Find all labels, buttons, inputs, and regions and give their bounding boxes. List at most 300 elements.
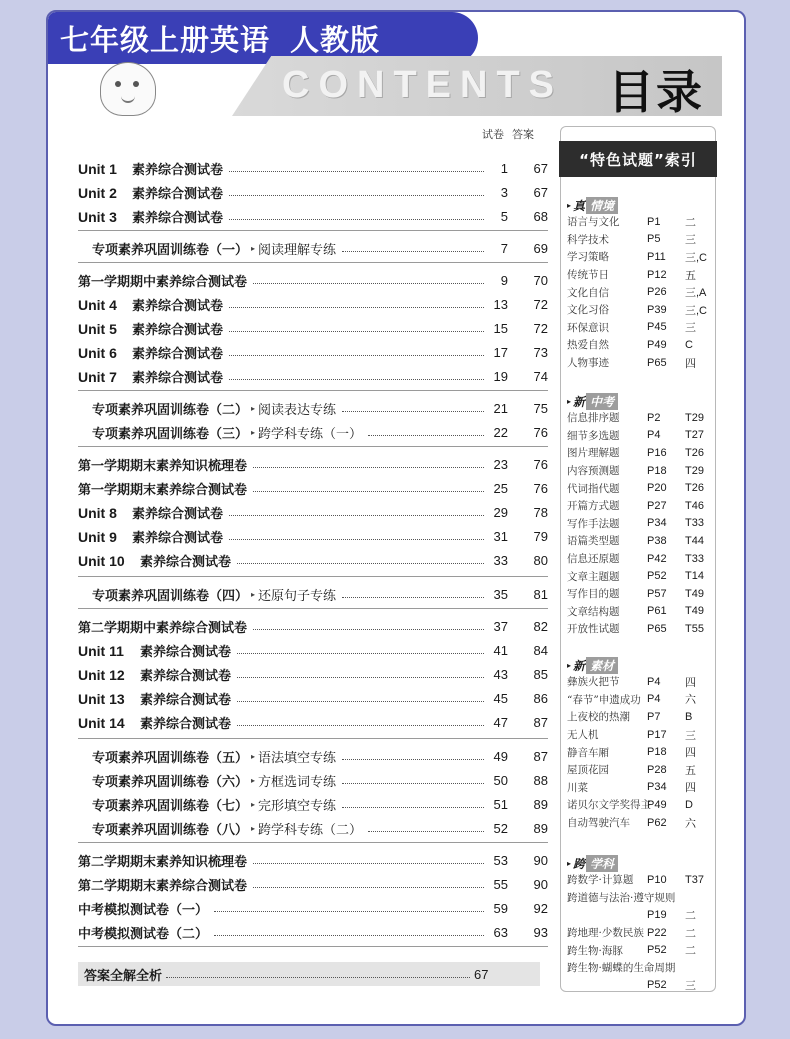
index-item-name: 细节多选题 bbox=[567, 429, 620, 442]
triangle-icon: ▸ bbox=[567, 858, 572, 868]
separator bbox=[78, 738, 548, 739]
triangle-icon: ▸ bbox=[251, 799, 256, 809]
index-item-page: P26 bbox=[647, 286, 667, 299]
toc-subtitle: 阅读理解专练 bbox=[258, 242, 337, 258]
toc-row[interactable] bbox=[78, 502, 548, 522]
leader-dots bbox=[229, 515, 484, 516]
index-item[interactable] bbox=[567, 550, 713, 568]
index-item[interactable] bbox=[567, 409, 713, 427]
index-section bbox=[567, 197, 713, 371]
index-item-page: P61 bbox=[647, 605, 667, 618]
leader-dots bbox=[253, 887, 484, 888]
toc-title-text: 中考模拟测试卷（二） bbox=[78, 926, 209, 942]
triangle-icon: ▸ bbox=[251, 589, 256, 599]
toc-title-text: 第一学期期末素养知识梳理卷 bbox=[78, 458, 248, 474]
index-item[interactable] bbox=[567, 673, 713, 691]
toc-title-text: 素养综合测试卷 bbox=[132, 322, 224, 338]
toc-title bbox=[92, 747, 248, 766]
answer-page: 75 bbox=[533, 400, 548, 416]
toc-title-text: 素养综合测试卷 bbox=[140, 554, 232, 570]
toc-row[interactable] bbox=[78, 874, 548, 894]
toc-row[interactable] bbox=[78, 206, 548, 226]
index-item-name: 静音车厢 bbox=[567, 746, 609, 759]
index-item-name: 跨地理·少数民族 bbox=[567, 927, 644, 940]
paper-page: 21 bbox=[493, 400, 508, 416]
paper-page: 22 bbox=[493, 424, 508, 440]
index-item-ref: T29 bbox=[685, 411, 704, 424]
index-item-ref: D bbox=[685, 798, 693, 811]
index-item[interactable] bbox=[567, 906, 713, 924]
index-item-page: P2 bbox=[647, 411, 661, 424]
leader-dots bbox=[229, 171, 484, 172]
paper-page: 49 bbox=[493, 748, 508, 764]
toc-title-text: 专项素养巩固训练卷（三） bbox=[92, 426, 249, 442]
leader-dots bbox=[342, 411, 484, 412]
paper-page: 25 bbox=[493, 480, 508, 496]
index-item-ref: 三,C bbox=[685, 304, 707, 317]
index-item-ref: T49 bbox=[685, 587, 704, 600]
index-item-ref: T29 bbox=[685, 464, 704, 477]
index-item-page: P65 bbox=[647, 622, 667, 635]
toc-row[interactable] bbox=[78, 158, 548, 178]
toc-title-text: 素养综合测试卷 bbox=[132, 346, 224, 362]
index-item-ref: T26 bbox=[685, 482, 704, 495]
separator bbox=[78, 262, 548, 263]
index-item-page: P38 bbox=[647, 534, 667, 547]
paper-page: 53 bbox=[493, 852, 508, 868]
toc-title-text: 素养综合测试卷 bbox=[132, 298, 224, 314]
index-item-page: P49 bbox=[647, 338, 667, 351]
contents-heading: CONTENTS bbox=[282, 64, 563, 106]
leader-dots bbox=[229, 331, 484, 332]
leader-dots bbox=[342, 251, 484, 252]
toc-title-text: 素养综合测试卷 bbox=[132, 186, 224, 202]
paper-page: 29 bbox=[493, 504, 508, 520]
separator bbox=[78, 390, 548, 391]
leader-dots bbox=[253, 629, 484, 630]
section-first-char: 跨 bbox=[573, 856, 586, 871]
index-item-ref: 三 bbox=[685, 322, 696, 335]
index-item-page: P28 bbox=[647, 763, 667, 776]
index-item-ref: 四 bbox=[685, 357, 696, 370]
toc-row[interactable] bbox=[78, 454, 548, 474]
toc-row[interactable] bbox=[78, 342, 548, 362]
answer-page: 87 bbox=[533, 714, 548, 730]
toc-title-text: 专项素养巩固训练卷（一） bbox=[92, 242, 249, 258]
triangle-icon: ▸ bbox=[251, 775, 256, 785]
index-item-page: P57 bbox=[647, 587, 667, 600]
index-item[interactable] bbox=[567, 336, 713, 354]
index-item[interactable] bbox=[567, 515, 713, 533]
triangle-icon: ▸ bbox=[567, 660, 572, 670]
index-section-title bbox=[567, 657, 713, 673]
toc-title-text: 第二学期期末素养综合测试卷 bbox=[78, 878, 248, 894]
toc-title bbox=[78, 665, 231, 684]
toc-row[interactable] bbox=[78, 664, 548, 684]
index-item-name: 人物事迹 bbox=[567, 357, 609, 370]
answer-page: 90 bbox=[533, 852, 548, 868]
index-item[interactable] bbox=[567, 213, 713, 231]
paper-page: 41 bbox=[493, 642, 508, 658]
index-item-ref: 三 bbox=[685, 234, 696, 247]
answer-key-page: 67 bbox=[474, 966, 489, 982]
toc-row[interactable] bbox=[78, 398, 548, 418]
index-item-page: P4 bbox=[647, 675, 661, 688]
paper-page: 9 bbox=[500, 272, 508, 288]
index-item-name: 环保意识 bbox=[567, 321, 609, 334]
index-item-ref: 三 bbox=[685, 729, 696, 742]
answer-page: 74 bbox=[533, 368, 548, 384]
index-item-ref: T44 bbox=[685, 534, 704, 547]
index-item[interactable] bbox=[567, 814, 713, 832]
index-item-name: 代词指代题 bbox=[567, 482, 620, 495]
index-item-name: 文章主题题 bbox=[567, 570, 620, 583]
toc-row[interactable] bbox=[78, 850, 548, 870]
toc-title-text: 素养综合测试卷 bbox=[132, 506, 224, 522]
toc-row[interactable] bbox=[78, 478, 548, 498]
index-item-page: P10 bbox=[647, 873, 667, 886]
index-item-ref: T33 bbox=[685, 552, 704, 565]
answer-page: 88 bbox=[533, 772, 548, 788]
answer-page: 67 bbox=[533, 184, 548, 200]
index-item[interactable] bbox=[567, 248, 713, 266]
index-item-page: P65 bbox=[647, 356, 667, 369]
triangle-icon: ▸ bbox=[251, 751, 256, 761]
unit-number: Unit 10 bbox=[78, 552, 125, 569]
page-frame bbox=[46, 10, 746, 1026]
index-item[interactable] bbox=[567, 532, 713, 550]
toc-row[interactable] bbox=[78, 712, 548, 732]
unit-number: Unit 6 bbox=[78, 344, 117, 361]
index-item-name: 诺贝尔文学奖得主 bbox=[567, 799, 651, 812]
toc-title-text: 专项素养巩固训练卷（八） bbox=[92, 822, 249, 838]
toc-title bbox=[92, 819, 248, 838]
paper-page: 51 bbox=[493, 796, 508, 812]
index-item-page: P22 bbox=[647, 926, 667, 939]
section-badge: 情境 bbox=[586, 197, 618, 214]
index-section-title bbox=[567, 393, 713, 409]
toc-subtitle: 跨学科专练（一） bbox=[258, 426, 363, 442]
index-item-ref: 五 bbox=[685, 269, 696, 282]
index-item[interactable] bbox=[567, 761, 713, 779]
index-item-ref: T55 bbox=[685, 622, 704, 635]
index-item[interactable] bbox=[567, 691, 713, 709]
index-item[interactable] bbox=[567, 779, 713, 797]
index-item-page: P20 bbox=[647, 482, 667, 495]
index-item-page: P34 bbox=[647, 781, 667, 794]
index-item-page: P52 bbox=[647, 570, 667, 583]
answer-page: 72 bbox=[533, 296, 548, 312]
index-item-page: P45 bbox=[647, 321, 667, 334]
toc-row[interactable] bbox=[78, 318, 548, 338]
edition-title: 人教版 bbox=[290, 22, 381, 57]
toc-row[interactable] bbox=[78, 688, 548, 708]
index-item[interactable] bbox=[567, 283, 713, 301]
leader-dots bbox=[229, 195, 484, 196]
toc-row[interactable] bbox=[78, 898, 548, 918]
index-item-ref: 三 bbox=[685, 980, 696, 993]
toc-row[interactable] bbox=[78, 550, 548, 570]
answer-page: 86 bbox=[533, 690, 548, 706]
index-item[interactable] bbox=[567, 889, 713, 907]
toc-title-text: 专项素养巩固训练卷（五） bbox=[92, 750, 249, 766]
leader-dots bbox=[229, 307, 484, 308]
toc-row[interactable] bbox=[78, 294, 548, 314]
index-item[interactable] bbox=[567, 941, 713, 959]
toc-title bbox=[78, 159, 223, 178]
toc-row[interactable] bbox=[78, 366, 548, 386]
index-item[interactable] bbox=[567, 743, 713, 761]
toc-row[interactable] bbox=[78, 770, 548, 790]
answer-page: 89 bbox=[533, 796, 548, 812]
index-section bbox=[567, 393, 713, 638]
toc-title bbox=[78, 479, 247, 498]
index-item-page: P18 bbox=[647, 464, 667, 477]
index-item[interactable] bbox=[567, 708, 713, 726]
toc-title-text: 素养综合测试卷 bbox=[140, 668, 232, 684]
toc-subtitle: 语法填空专练 bbox=[258, 750, 337, 766]
index-item[interactable] bbox=[567, 301, 713, 319]
toc-row[interactable] bbox=[78, 270, 548, 290]
index-item-page: P42 bbox=[647, 552, 667, 565]
toc-title-text: 专项素养巩固训练卷（四） bbox=[92, 588, 249, 604]
index-item-ref: 二 bbox=[685, 909, 696, 922]
toc-title bbox=[78, 617, 247, 636]
index-item-ref: 六 bbox=[685, 817, 696, 830]
paper-page: 37 bbox=[493, 618, 508, 634]
index-section-title bbox=[567, 197, 713, 213]
index-item-ref: 二 bbox=[685, 927, 696, 940]
toc-row[interactable] bbox=[78, 922, 548, 942]
toc-title-text: 专项素养巩固训练卷（七） bbox=[92, 798, 249, 814]
triangle-icon: ▸ bbox=[567, 200, 572, 210]
index-item-ref: T33 bbox=[685, 517, 704, 530]
toc-subtitle: 完形填空专练 bbox=[258, 798, 337, 814]
leader-dots bbox=[166, 977, 470, 978]
leader-dots bbox=[237, 677, 484, 678]
answer-page: 81 bbox=[533, 586, 548, 602]
toc-title bbox=[78, 271, 247, 290]
index-item-name: 文化习俗 bbox=[567, 304, 609, 317]
toc-title-text: 素养综合测试卷 bbox=[140, 644, 232, 660]
answer-key-row[interactable] bbox=[78, 962, 540, 986]
toc-title-text: 第一学期期末素养综合测试卷 bbox=[78, 482, 248, 498]
answer-page: 67 bbox=[533, 160, 548, 176]
index-item-name: 跨生物·蝴蝶的生命周期 bbox=[567, 962, 676, 975]
toc-title bbox=[78, 319, 223, 338]
answer-page: 78 bbox=[533, 504, 548, 520]
index-item[interactable] bbox=[567, 603, 713, 621]
toc-row[interactable] bbox=[78, 238, 548, 258]
index-item-name: 川菜 bbox=[567, 781, 588, 794]
toc-row[interactable] bbox=[78, 422, 548, 442]
index-item-name: 彝族火把节 bbox=[567, 676, 620, 689]
index-item-ref: T49 bbox=[685, 605, 704, 618]
index-item-page: P1 bbox=[647, 215, 661, 228]
triangle-icon: ▸ bbox=[251, 427, 256, 437]
index-item-page: P62 bbox=[647, 816, 667, 829]
toc-title bbox=[92, 585, 248, 604]
toc-row[interactable] bbox=[78, 640, 548, 660]
leader-dots bbox=[237, 725, 484, 726]
leader-dots bbox=[214, 911, 484, 912]
index-item[interactable] bbox=[567, 977, 713, 995]
leader-dots bbox=[342, 783, 484, 784]
unit-number: Unit 1 bbox=[78, 160, 117, 177]
unit-number: Unit 8 bbox=[78, 504, 117, 521]
toc-row[interactable] bbox=[78, 526, 548, 546]
toc-subtitle: 阅读表达专练 bbox=[258, 402, 337, 418]
answer-page: 69 bbox=[533, 240, 548, 256]
index-item-ref: T26 bbox=[685, 446, 704, 459]
index-item[interactable] bbox=[567, 462, 713, 480]
index-item-ref: T14 bbox=[685, 570, 704, 583]
index-item-name: 图片理解题 bbox=[567, 447, 620, 460]
triangle-icon: ▸ bbox=[567, 396, 572, 406]
paper-page: 3 bbox=[500, 184, 508, 200]
triangle-icon: ▸ bbox=[251, 243, 256, 253]
toc-title bbox=[78, 713, 231, 732]
toc-row[interactable] bbox=[78, 616, 548, 636]
answer-page: 84 bbox=[533, 642, 548, 658]
toc-title bbox=[78, 503, 223, 522]
paper-page: 17 bbox=[493, 344, 508, 360]
index-item-ref: C bbox=[685, 338, 693, 351]
toc-row[interactable] bbox=[78, 794, 548, 814]
index-item[interactable] bbox=[567, 924, 713, 942]
index-item[interactable] bbox=[567, 620, 713, 638]
toc-title-text: 第二学期期中素养综合测试卷 bbox=[78, 620, 248, 636]
leader-dots bbox=[237, 563, 484, 564]
unit-number: Unit 12 bbox=[78, 666, 125, 683]
index-item-ref: T46 bbox=[685, 499, 704, 512]
toc-title-text: 中考模拟测试卷（一） bbox=[78, 902, 209, 918]
answer-page: 76 bbox=[533, 424, 548, 440]
index-item[interactable] bbox=[567, 567, 713, 585]
index-item[interactable] bbox=[567, 427, 713, 445]
paper-page: 63 bbox=[493, 924, 508, 940]
index-item-page: P39 bbox=[647, 303, 667, 316]
toc-title bbox=[92, 423, 248, 442]
paper-page: 43 bbox=[493, 666, 508, 682]
paper-page: 55 bbox=[493, 876, 508, 892]
index-item[interactable] bbox=[567, 871, 713, 889]
index-item-name: 科学技术 bbox=[567, 233, 609, 246]
answer-page: 76 bbox=[533, 456, 548, 472]
leader-dots bbox=[368, 435, 484, 436]
toc-title-text: 第一学期期中素养综合测试卷 bbox=[78, 274, 248, 290]
separator bbox=[78, 946, 548, 947]
mulu-heading: 目录 bbox=[608, 65, 704, 119]
answer-page: 80 bbox=[533, 552, 548, 568]
paper-page: 59 bbox=[493, 900, 508, 916]
col-head-paper: 试卷 bbox=[482, 128, 504, 141]
index-item-name: 学习策略 bbox=[567, 251, 609, 264]
index-section bbox=[567, 855, 713, 994]
toc-title-text: 素养综合测试卷 bbox=[132, 530, 224, 546]
leader-dots bbox=[229, 219, 484, 220]
index-item-ref: 三,C bbox=[685, 251, 707, 264]
feature-index bbox=[560, 126, 716, 992]
index-item-name: “春节”申遗成功 bbox=[567, 693, 641, 706]
index-item-ref: 四 bbox=[685, 676, 696, 689]
index-item-name: 信息排序题 bbox=[567, 412, 620, 425]
mascot-illustration bbox=[100, 62, 156, 116]
section-first-char: 新 bbox=[573, 658, 586, 673]
toc-row[interactable] bbox=[78, 746, 548, 766]
answer-key-title: 答案全解全析 bbox=[84, 968, 163, 984]
paper-page: 5 bbox=[500, 208, 508, 224]
index-item-page: P17 bbox=[647, 728, 667, 741]
answer-page: 90 bbox=[533, 876, 548, 892]
paper-page: 1 bbox=[500, 160, 508, 176]
index-item[interactable] bbox=[567, 231, 713, 249]
unit-number: Unit 9 bbox=[78, 528, 117, 545]
toc-title bbox=[78, 295, 223, 314]
toc-title-text: 专项素养巩固训练卷（六） bbox=[92, 774, 249, 790]
leader-dots bbox=[229, 379, 484, 380]
index-item[interactable] bbox=[567, 497, 713, 515]
leader-dots bbox=[253, 863, 484, 864]
toc-title-text: 素养综合测试卷 bbox=[132, 210, 224, 226]
separator bbox=[78, 608, 548, 609]
grade-title: 七年级上册英语 bbox=[60, 22, 271, 57]
toc-title-text: 素养综合测试卷 bbox=[140, 716, 232, 732]
toc-title bbox=[92, 399, 248, 418]
index-item-ref: T37 bbox=[685, 873, 704, 886]
toc-row[interactable] bbox=[78, 584, 548, 604]
index-item-ref: 三,A bbox=[685, 287, 707, 300]
toc-title bbox=[78, 183, 223, 202]
index-item[interactable] bbox=[567, 796, 713, 814]
paper-page: 35 bbox=[493, 586, 508, 602]
paper-page: 7 bbox=[500, 240, 508, 256]
index-item-name: 信息还原题 bbox=[567, 553, 620, 566]
index-item[interactable] bbox=[567, 959, 713, 977]
toc-row[interactable] bbox=[78, 182, 548, 202]
toc-title bbox=[78, 367, 223, 386]
index-item[interactable] bbox=[567, 726, 713, 744]
toc-row[interactable] bbox=[78, 818, 548, 838]
index-item-page: P52 bbox=[647, 979, 667, 992]
toc-subtitle: 方框选词专练 bbox=[258, 774, 337, 790]
toc-title bbox=[92, 795, 248, 814]
index-item-page: P12 bbox=[647, 268, 667, 281]
index-item[interactable] bbox=[567, 444, 713, 462]
index-item[interactable] bbox=[567, 319, 713, 337]
leader-dots bbox=[342, 807, 484, 808]
toc-title-text: 第二学期期末素养知识梳理卷 bbox=[78, 854, 248, 870]
separator bbox=[78, 230, 548, 231]
index-item-name: 跨道德与法治·遵守规则 bbox=[567, 891, 676, 904]
leader-dots bbox=[229, 539, 484, 540]
paper-page: 52 bbox=[493, 820, 508, 836]
index-item-name: 传统节日 bbox=[567, 269, 609, 282]
paper-page: 50 bbox=[493, 772, 508, 788]
index-item[interactable] bbox=[567, 479, 713, 497]
index-item-name: 开篇方式题 bbox=[567, 500, 620, 513]
leader-dots bbox=[253, 283, 484, 284]
paper-page: 15 bbox=[493, 320, 508, 336]
unit-number: Unit 7 bbox=[78, 368, 117, 385]
toc-title-text: 素养综合测试卷 bbox=[132, 370, 224, 386]
index-item[interactable] bbox=[567, 266, 713, 284]
index-item[interactable] bbox=[567, 585, 713, 603]
index-item-page: P34 bbox=[647, 517, 667, 530]
index-item[interactable] bbox=[567, 354, 713, 372]
unit-number: Unit 13 bbox=[78, 690, 125, 707]
paper-page: 45 bbox=[493, 690, 508, 706]
